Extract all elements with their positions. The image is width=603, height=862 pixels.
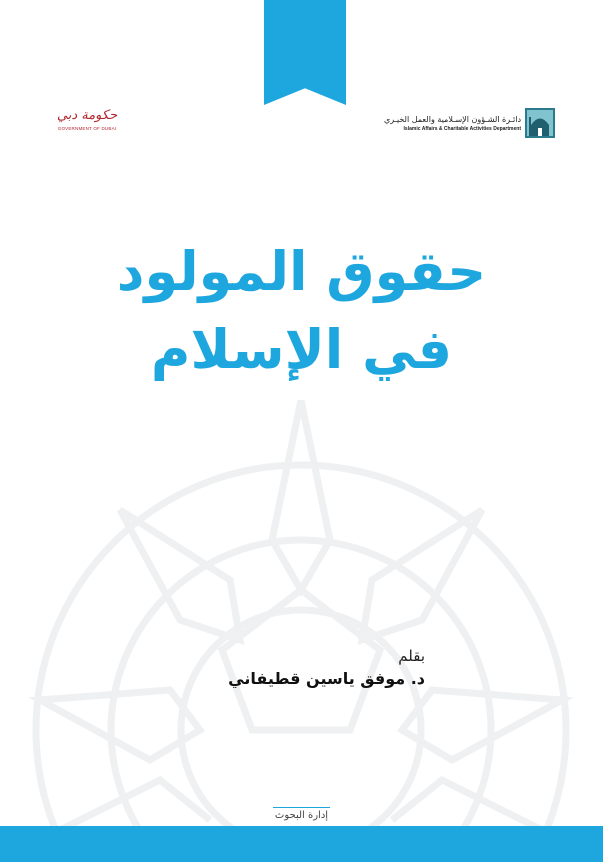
- publisher-division-label: إدارة البحوث: [273, 807, 330, 821]
- department-name: [384, 114, 521, 132]
- geometric-pattern-background: [0, 400, 603, 830]
- title-line-1: حقوق المولود: [116, 240, 487, 303]
- gov-logo-arabic: حكومة دبي: [56, 108, 118, 123]
- department-logo: [384, 108, 555, 138]
- bookmark-ribbon: [264, 0, 346, 105]
- publisher-division: [0, 803, 603, 822]
- department-name-arabic: دائـرة الشـؤون الإسـلامية والعمل الخيـري: [383, 115, 521, 124]
- bottom-color-bar: [0, 826, 603, 862]
- byline: [228, 645, 425, 691]
- government-of-dubai-logo: [52, 108, 122, 140]
- department-name-english: Islamic Affairs & Charitable Activities Department: [403, 126, 521, 132]
- book-title: [0, 233, 603, 389]
- gov-logo-english: GOVERNMENT OF DUBAI: [57, 126, 117, 131]
- byline-label: بقلم: [398, 647, 425, 665]
- author-name: د. موفق ياسين قطيفاني: [228, 669, 425, 688]
- title-line-2: في الإسلام: [150, 318, 453, 381]
- mosque-dome-icon: [525, 108, 555, 138]
